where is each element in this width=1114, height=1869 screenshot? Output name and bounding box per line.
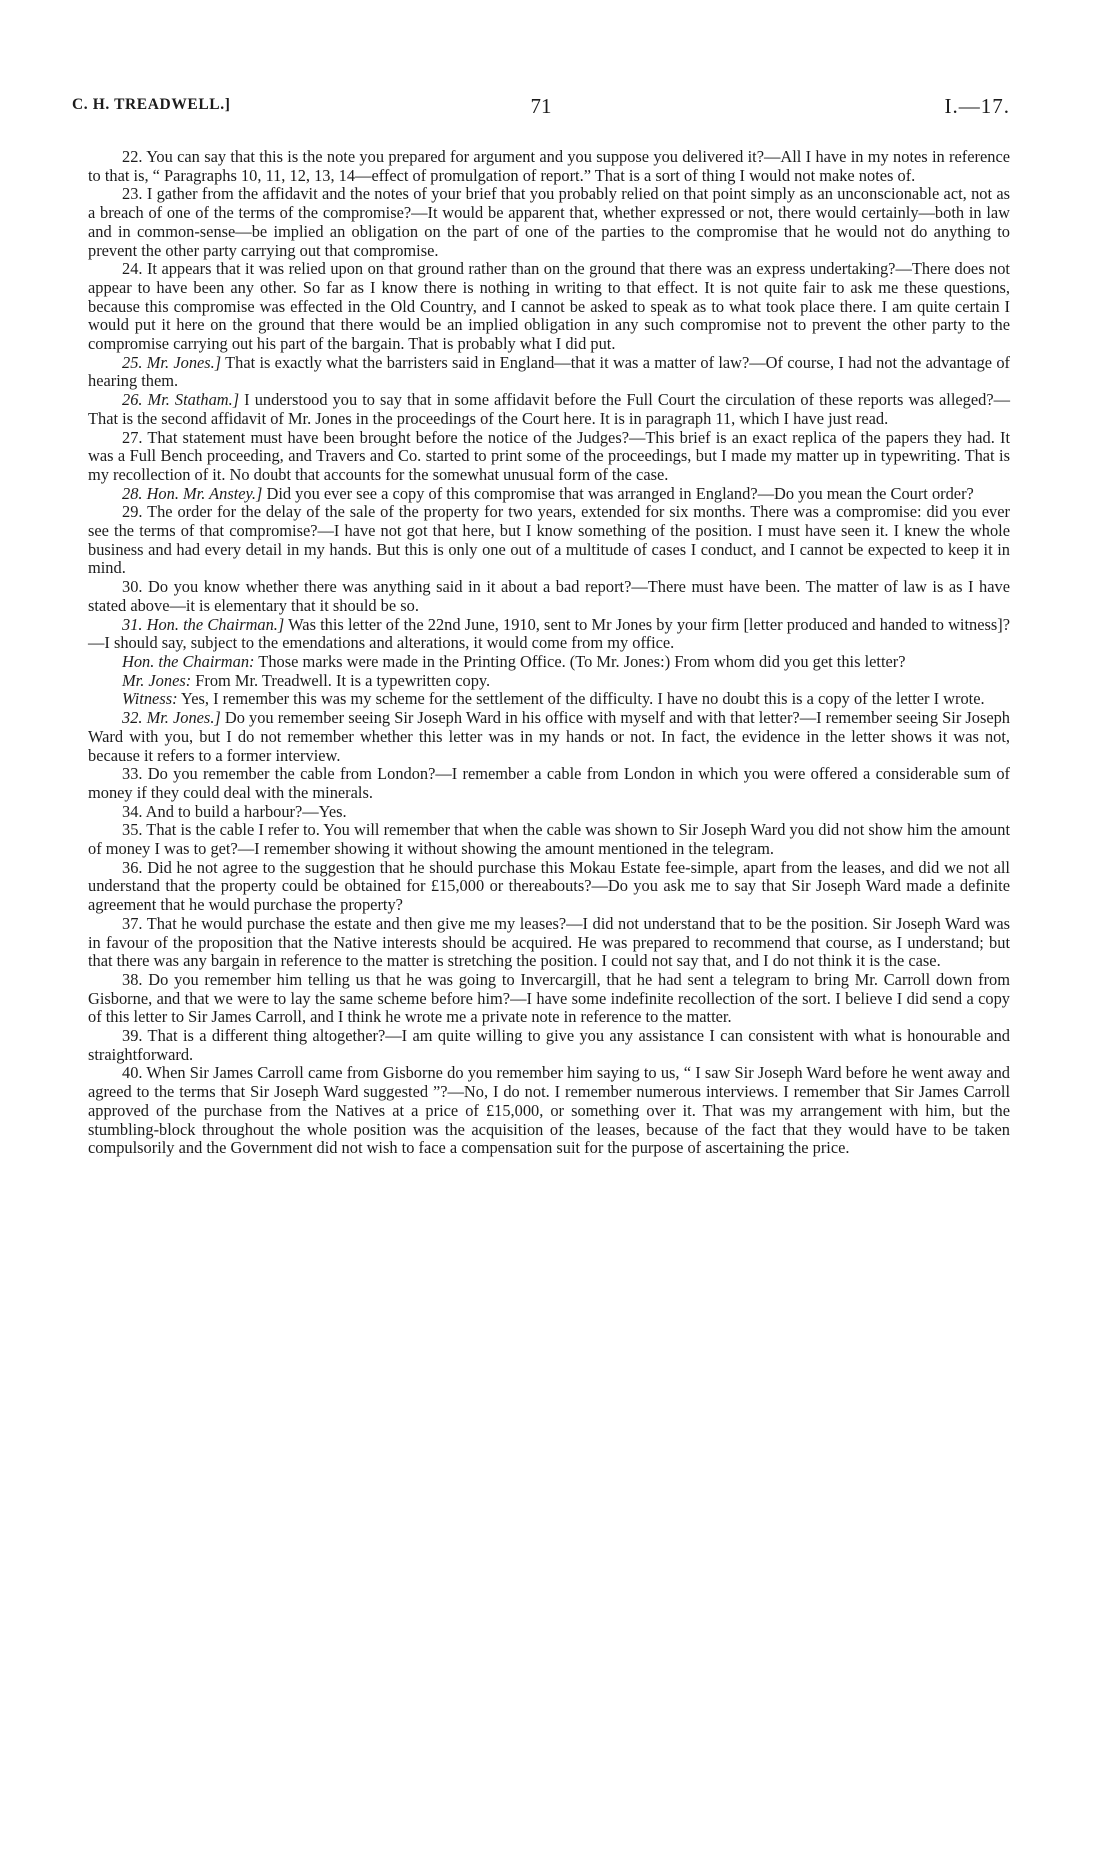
paragraph-text: 30. Do you know whether there was anything said in it about a bad report?—There must have been. The matter of law is as I have stated above—it is elementary that it should be so. <box>88 577 1010 615</box>
paragraph-text: Those marks were made in the Printing Office. (To Mr. Jones:) From whom did you get this letter? <box>254 651 906 671</box>
paragraph-23 <box>88 185 1010 260</box>
paragraph-22 <box>88 148 1010 185</box>
paragraph-25 <box>88 354 1010 391</box>
paragraph-text: 27. That statement must have been brought before the notice of the Judges?—This brief is an exact replica of the papers they had. It was a Full Bench proceeding, and Travers and Co. started to print some of the proceedings, but I made my matter up in typewriting. That is my recollection of it. No doubt that accounts for the somewhat unusual form of the case. <box>88 427 1010 484</box>
paragraph-text: 39. That is a different thing altogether?—I am quite willing to give you any assistance I can consistent with what is honourable and straightforward. <box>88 1026 1010 1064</box>
paragraph-40 <box>88 1064 1010 1158</box>
paragraph-text: I understood you to say that in some affidavit before the Full Court the circulation of these reports was alleged?—That is the second affidavit of Mr. Jones in the proceedings of the Court here. It is in paragraph 11, which I have just read. <box>88 390 1010 428</box>
paragraph-text: 40. When Sir James Carroll came from Gisborne do you remember him saying to us, “ I saw Sir Joseph Ward before he went away and agreed to the terms that Sir Joseph Ward suggested ”?—No, I do not. I remember numerous interviews. I remember that Sir James Carroll approved of the purchase from the Natives at a price of £15,000, or something over it. That was my arrangement with him, but the stumbling-block throughout the whole position was the acquisition of the leases, because of the fact that they would have to be taken compulsorily and the Government did not wish to face a compensation suit for the purpose of ascertaining the price. <box>88 1063 1010 1158</box>
paragraph-34 <box>88 803 1010 822</box>
page-header <box>72 94 1010 124</box>
paragraph-29 <box>88 503 1010 578</box>
speaker-lead: 28. Hon. Mr. Anstey.] <box>122 483 263 503</box>
paragraph-26 <box>88 391 1010 428</box>
paragraph-text: 37. That he would purchase the estate and then give me my leases?—I did not understand that to be the position. Sir Joseph Ward was in favour of the proposition that the Native interests should be acquired. He was prepared to recommend that course, as I understand; but that there was any bargain in reference to the matter is stretching the position. I could not say that, and I do not think it is the case. <box>88 913 1010 971</box>
paper-reference: I.—17. <box>944 94 1010 118</box>
speaker-lead: Witness: <box>122 689 178 709</box>
paragraph-text: That is exactly what the barristers said in England—that it was a matter of law?—Of course, I had not the advantage of hearing them. <box>88 352 1010 391</box>
paragraph-text: 29. The order for the delay of the sale of the property for two years, extended for six months. There was a compromise: did you ever see the terms of that compromise?—I have not got that here, but I know something of the position. I must have seen it. I knew the whole business and had every detail in my hands. But this is only one out of a multitude of cases I conduct, and I cannot be expected to keep it in mind. <box>88 502 1010 578</box>
paragraph-32 <box>88 709 1010 765</box>
paragraph-chairman-remark <box>88 653 1010 672</box>
paragraph-28 <box>88 485 1010 504</box>
paragraph-31 <box>88 616 1010 653</box>
witness-name-heading: C. H. TREADWELL.] <box>72 96 231 113</box>
paragraph-jones-remark <box>88 672 1010 691</box>
paragraph-30 <box>88 578 1010 615</box>
paragraph-witness-remark <box>88 690 1010 709</box>
speaker-lead: 25. Mr. Jones.] <box>122 352 222 372</box>
page-number: 71 <box>530 94 552 118</box>
paragraph-text: 22. You can say that this is the note you prepared for argument and you suppose you delivered it?—All I have in my notes in reference to that is, “ Paragraphs 10, 11, 12, 13, 14—effect of promulgation of report.” That is a sort of thing I would not make notes of. <box>88 147 1010 185</box>
paragraph-24 <box>88 260 1010 354</box>
paragraph-text: 24. It appears that it was relied upon on that ground rather than on the ground that there was an express undertaking?—There does not appear to have been any other. So far as I know there is nothing in writing to that effect. It is not quite fair to ask me these questions, because this compromise was effected in the Old Country, and I cannot be asked to speak as to what took place there. I am quite certain I would put it here on the ground that there would be an implied obligation in any such compromise not to prevent the other party to the compromise carrying out his part of the bargain. That is probably what I did put. <box>88 259 1010 354</box>
paragraph-27 <box>88 429 1010 485</box>
paragraph-38 <box>88 971 1010 1027</box>
paragraph-39 <box>88 1027 1010 1064</box>
speaker-lead: 32. Mr. Jones.] <box>122 708 221 728</box>
paragraph-text: Did you ever see a copy of this compromise that was arranged in England?—Do you mean the Court order? <box>262 483 974 503</box>
paragraph-33 <box>88 765 1010 802</box>
speaker-lead: Hon. the Chairman: <box>122 651 255 671</box>
paragraph-text: Do you remember seeing Sir Joseph Ward in his office with myself and with that letter?—I remember seeing Sir Joseph Ward with you, but I do not remember whether this letter was in my hands or not. In fact, the evidence in the letter shows it was not, because it refers to a former interview. <box>88 708 1010 765</box>
paragraph-37 <box>88 915 1010 971</box>
paragraph-35 <box>88 821 1010 858</box>
speaker-lead: Mr. Jones: <box>122 670 192 690</box>
paragraph-text: 34. And to build a harbour?—Yes. <box>122 801 347 821</box>
paragraph-text: 23. I gather from the affidavit and the notes of your brief that you probably relied on that point simply as an unconscionable act, not as a breach of one of the terms of the compromise?—It would be apparent that, whether expressed or not, there would certainly—both in law and in common-sense—be implied an obligation on the part of one of the parties to the compromise that he would not do anything to prevent the other party carrying out that compromise. <box>88 184 1010 260</box>
paragraph-text: 38. Do you remember him telling us that he was going to Invercargill, that he had sent a telegram to bring Mr. Carroll down from Gisborne, and that we were to lay the same scheme before him?—I have some indefinite recollection of the sort. I believe I did send a copy of this letter to Sir James Carroll, and I think he wrote me a private note in reference to the matter. <box>88 969 1010 1027</box>
evidence-text <box>88 148 1010 1158</box>
speaker-lead: 31. Hon. the Chairman.] <box>122 614 285 634</box>
paragraph-text: 35. That is the cable I refer to. You will remember that when the cable was shown to Sir Joseph Ward you did not show him the amount of money I was to get?—I remember showing it without showing the amount mentioned in the telegram. <box>88 820 1010 859</box>
paragraph-text: From Mr. Treadwell. It is a typewritten copy. <box>191 670 491 690</box>
paragraph-text: 36. Did he not agree to the suggestion that he should purchase this Mokau Estate fee-simple, apart from the leases, and did we not all understand that the property could be obtained for £15,000 or thereabouts?—Do you ask me to say that Sir Joseph Ward made a definite agreement that he would purchase the property? <box>88 857 1010 915</box>
speaker-lead: 26. Mr. Statham.] <box>122 390 240 410</box>
paragraph-text: 33. Do you remember the cable from London?—I remember a cable from London in which you were offered a considerable sum of money if they could deal with the minerals. <box>88 764 1010 802</box>
paragraph-text: Was this letter of the 22nd June, 1910, sent to Mr Jones by your firm [letter produced and handed to witness]?—I should say, subject to the emendations and alterations, it would come from my office. <box>88 614 1011 653</box>
paragraph-36 <box>88 859 1010 915</box>
paragraph-text: Yes, I remember this was my scheme for the settlement of the difficulty. I have no doubt this is a copy of the letter I wrote. <box>177 689 985 709</box>
